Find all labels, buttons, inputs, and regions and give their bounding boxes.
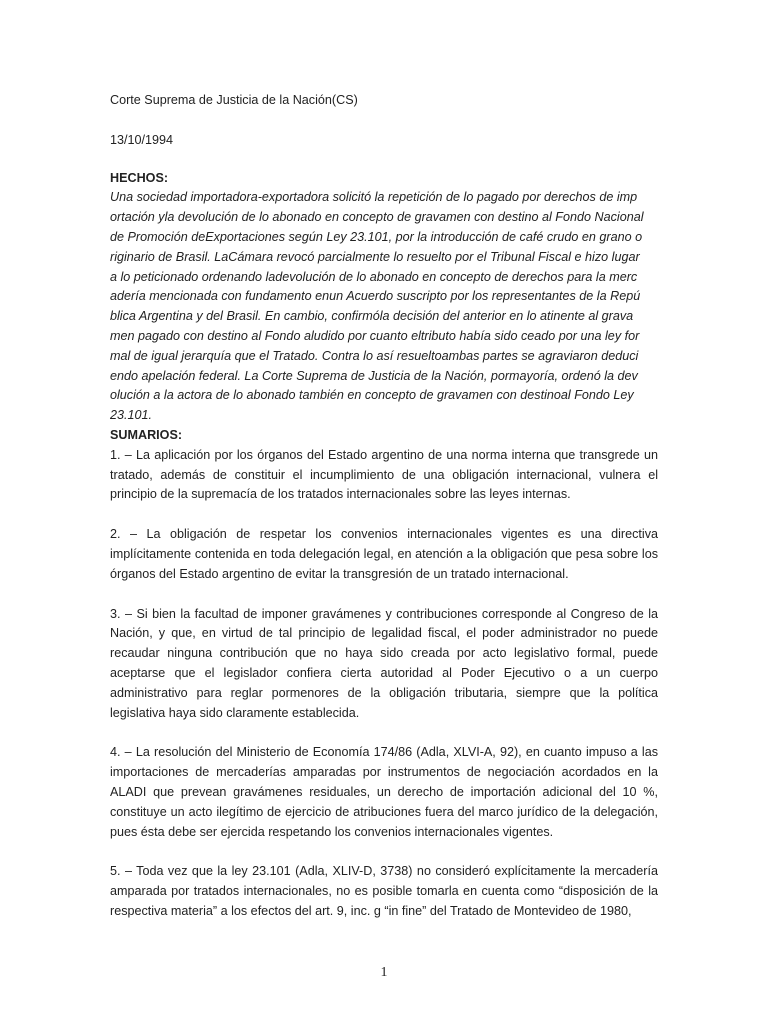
ruling-date: 13/10/1994 bbox=[110, 132, 174, 147]
hechos-line: a lo peticionado ordenando ladevolución de lo abonado en concepto de derechos para la merc bbox=[110, 269, 638, 284]
hechos-line: endo apelación federal. La Corte Suprema de Justicia de la Nación, pormayoría, ordenó la dev bbox=[110, 368, 638, 383]
hechos-paragraph bbox=[110, 188, 658, 426]
hechos-line: Una sociedad importadora-exportadora solicitó la repetición de lo pagado por derechos de imp bbox=[110, 190, 638, 205]
hechos-line: blica Argentina y del Brasil. En cambio, confirmóla decisión del anterior en lo atinente al grava bbox=[110, 309, 634, 324]
sumario-item-4: 4. – La resolución del Ministerio de Economía 174/86 (Adla, XLVI-A, 92), en cuanto impuso a las importaciones de mercaderías amparadas por instrumentos de negociación acordados en la ALADI que prevean gravámenes residuales, un derecho de importación adicional del 10 %, constituye un acto ilegítimo de ejercicio de atribuciones fuera del marco jurídico de la delegación, pues ésta debe ser ejercida respetando los convenios internacionales vigentes. bbox=[110, 745, 658, 839]
hechos-heading: HECHOS: bbox=[110, 170, 169, 185]
hechos-line: ortación yla devolución de lo abonado en concepto de gravamen con destino al Fondo Nacional bbox=[110, 210, 644, 225]
hechos-line: mal de igual jerarquía que el Tratado. Contra lo así resueltoambas partes se agraviaron deduci bbox=[110, 348, 639, 363]
hechos-line: riginario de Brasil. LaCámara revocó parcialmente lo resuelto por el Tribunal Fiscal e hizo lugar bbox=[110, 249, 640, 264]
sumario-item-2: 2. – La obligación de respetar los convenios internacionales vigentes es una directiva implícitamente contenida en toda delegación legal, en atención a la obligación que pesa sobre los órganos del Estado argentino de evitar la transgresión de un tratado internacional. bbox=[110, 527, 658, 581]
page-number: 1 bbox=[380, 965, 388, 980]
hechos-line: de Promoción deExportaciones según Ley 23.101, por la introducción de café crudo en grano o bbox=[110, 229, 643, 244]
document-body bbox=[110, 91, 658, 922]
sumario-item-3: 3. – Si bien la facultad de imponer gravámenes y contribuciones corresponde al Congreso de la Nación, y que, en virtud de tal principio de legalidad fiscal, el poder administrador no puede recaudar ninguna contribución que no haya sido creada por acto legislativo formal, puede aceptarse que el legislador confiera cierta autoridad al Poder Ejecutivo o a un cuerpo administrativo para reglar pormenores de la obligación tributaria, siempre que la política legislativa haya sido claramente establecida. bbox=[110, 606, 658, 720]
hechos-line: men pagado con destino al Fondo aludido por cuanto eltributo había sido ceado por una ley for bbox=[110, 328, 640, 343]
hechos-line: 23.101. bbox=[110, 408, 153, 423]
sumarios-heading: SUMARIOS: bbox=[110, 427, 183, 442]
hechos-line: adería mencionada con fundamento enun Acuerdo suscripto por los representantes de la Repú bbox=[110, 289, 641, 304]
sumario-item-1: 1. – La aplicación por los órganos del Estado argentino de una norma interna que transgrede un tratado, además de constituir el incumplimiento de una obligación internacional, vulnera el principio de la supremacía de los tratados internacionales sobre las leyes internas. bbox=[110, 447, 658, 502]
sumario-item-5: 5. – Toda vez que la ley 23.101 (Adla, XLIV-D, 3738) no consideró explícitamente la mercadería amparada por tratados internacionales, no es posible tomarla en cuenta como “disposición de la respectiva materia” a los efectos del art. 9, inc. g “in fine” del Tratado de Montevideo de 1980, bbox=[110, 864, 658, 918]
hechos-line: olución a la actora de lo abonado también en concepto de gravamen con destinoal Fondo Ley bbox=[110, 388, 634, 403]
court-name: Corte Suprema de Justicia de la Nación(CS) bbox=[110, 93, 358, 107]
